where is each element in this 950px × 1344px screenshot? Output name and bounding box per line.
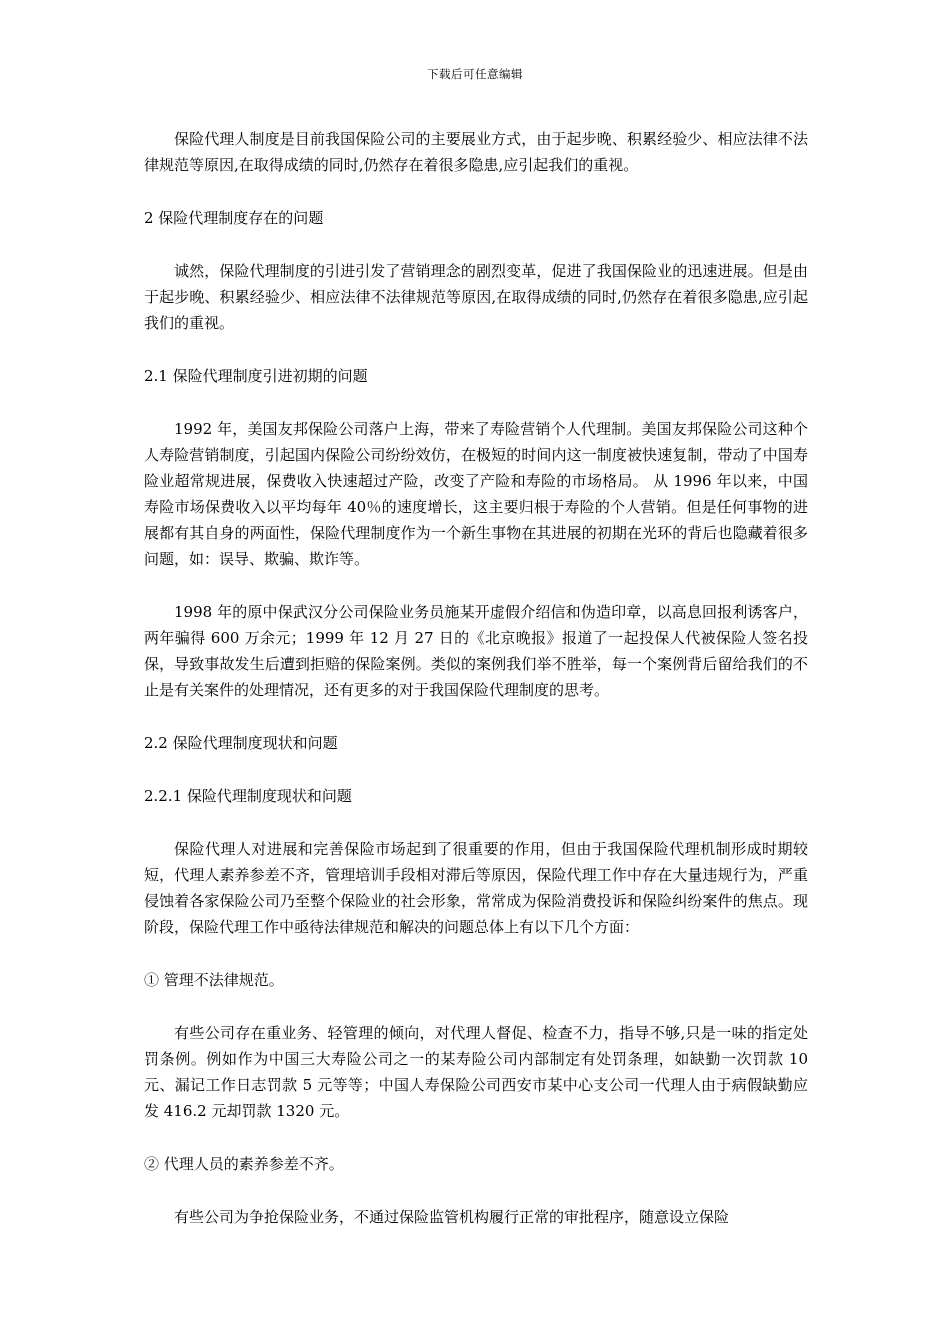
paragraph: 有些公司为争抢保险业务，不通过保险监管机构履行正常的审批程序，随意设立保险 — [174, 1208, 730, 1226]
section-heading: 2.2 保险代理制度现状和问题 — [144, 734, 338, 752]
section-heading: ① 管理不法律规范。 — [144, 971, 284, 989]
page-header: 下载后可任意编辑 — [427, 67, 523, 81]
paragraph: 保险代理人对进展和完善保险市场起到了很重要的作用，但由于我国保险代理机制形成时期较短，代理人素养参差不齐，管理培训手段相对滞后等原因，保险代理工作中存在大量违规行为，严重侵蚀着各家保险公司乃至整个保险业的社会形象，常常成为保险消费投诉和保险纠纷案件的焦点。现阶段，保险代理工作中亟待法律规范和解决的问题总体上有以下几个方面： — [144, 840, 808, 936]
section-heading: 2.2.1 保险代理制度现状和问题 — [144, 787, 352, 805]
paragraph: 1998 年的原中保武汉分公司保险业务员施某开虚假介绍信和伪造印章，以高息回报利诱客户，两年骗得 600 万余元；1999 年 12 月 27 日的《北京晚报》报道了一起投保人代被保险人签名投保，导致事故发生后遭到拒赔的保险案例。类似的案例我们举不胜举，每一个案例背后留给我们的不止是有关案件的处理情况，还有更多的对于我国保险代理制度的思考。 — [144, 603, 808, 699]
paragraph: 1992 年，美国友邦保险公司落户上海，带来了寿险营销个人代理制。美国友邦保险公司这种个人寿险营销制度，引起国内保险公司纷纷效仿，在极短的时间内这一制度被快速复制，带动了中国寿险业超常规进展，保费收入快速超过产险，改变了产险和寿险的市场格局。 从 1996 年以来，中国寿险市场保费收入以平均每年 40％的速度增长，这主要归根于寿险的个人营销。但是任何事物的进展都有其自身的两面性，保险代理制度作为一个新生事物在其进展的初期在光环的背后也隐藏着很多问题，如：误导、欺骗、欺诈等。 — [144, 420, 808, 568]
section-heading: 2 保险代理制度存在的问题 — [144, 209, 324, 227]
paragraph: 诚然，保险代理制度的引进引发了营销理念的剧烈变革，促进了我国保险业的迅速进展。但是由于起步晚、积累经验少、相应法律不法律规范等原因,在取得成绩的同时,仍然存在着很多隐患,应引起我们的重视。 — [144, 262, 808, 332]
paragraph: 有些公司存在重业务、轻管理的倾向，对代理人督促、检查不力，指导不够,只是一味的指定处罚条例。例如作为中国三大寿险公司之一的某寿险公司内部制定有处罚条理，如缺勤一次罚款 10 元、漏记工作日志罚款 5 元等等；中国人寿保险公司西安市某中心支公司一代理人由于病假缺勤应发 416.2 元却罚款 1320 元。 — [144, 1024, 808, 1120]
document-body — [144, 126, 808, 1257]
paragraph: 保险代理人制度是目前我国保险公司的主要展业方式，由于起步晚、积累经验少、相应法律不法律规范等原因,在取得成绩的同时,仍然存在着很多隐患,应引起我们的重视。 — [144, 130, 808, 174]
section-heading: 2.1 保险代理制度引进初期的问题 — [144, 367, 368, 385]
section-heading: ② 代理人员的素养参差不齐。 — [144, 1155, 344, 1173]
